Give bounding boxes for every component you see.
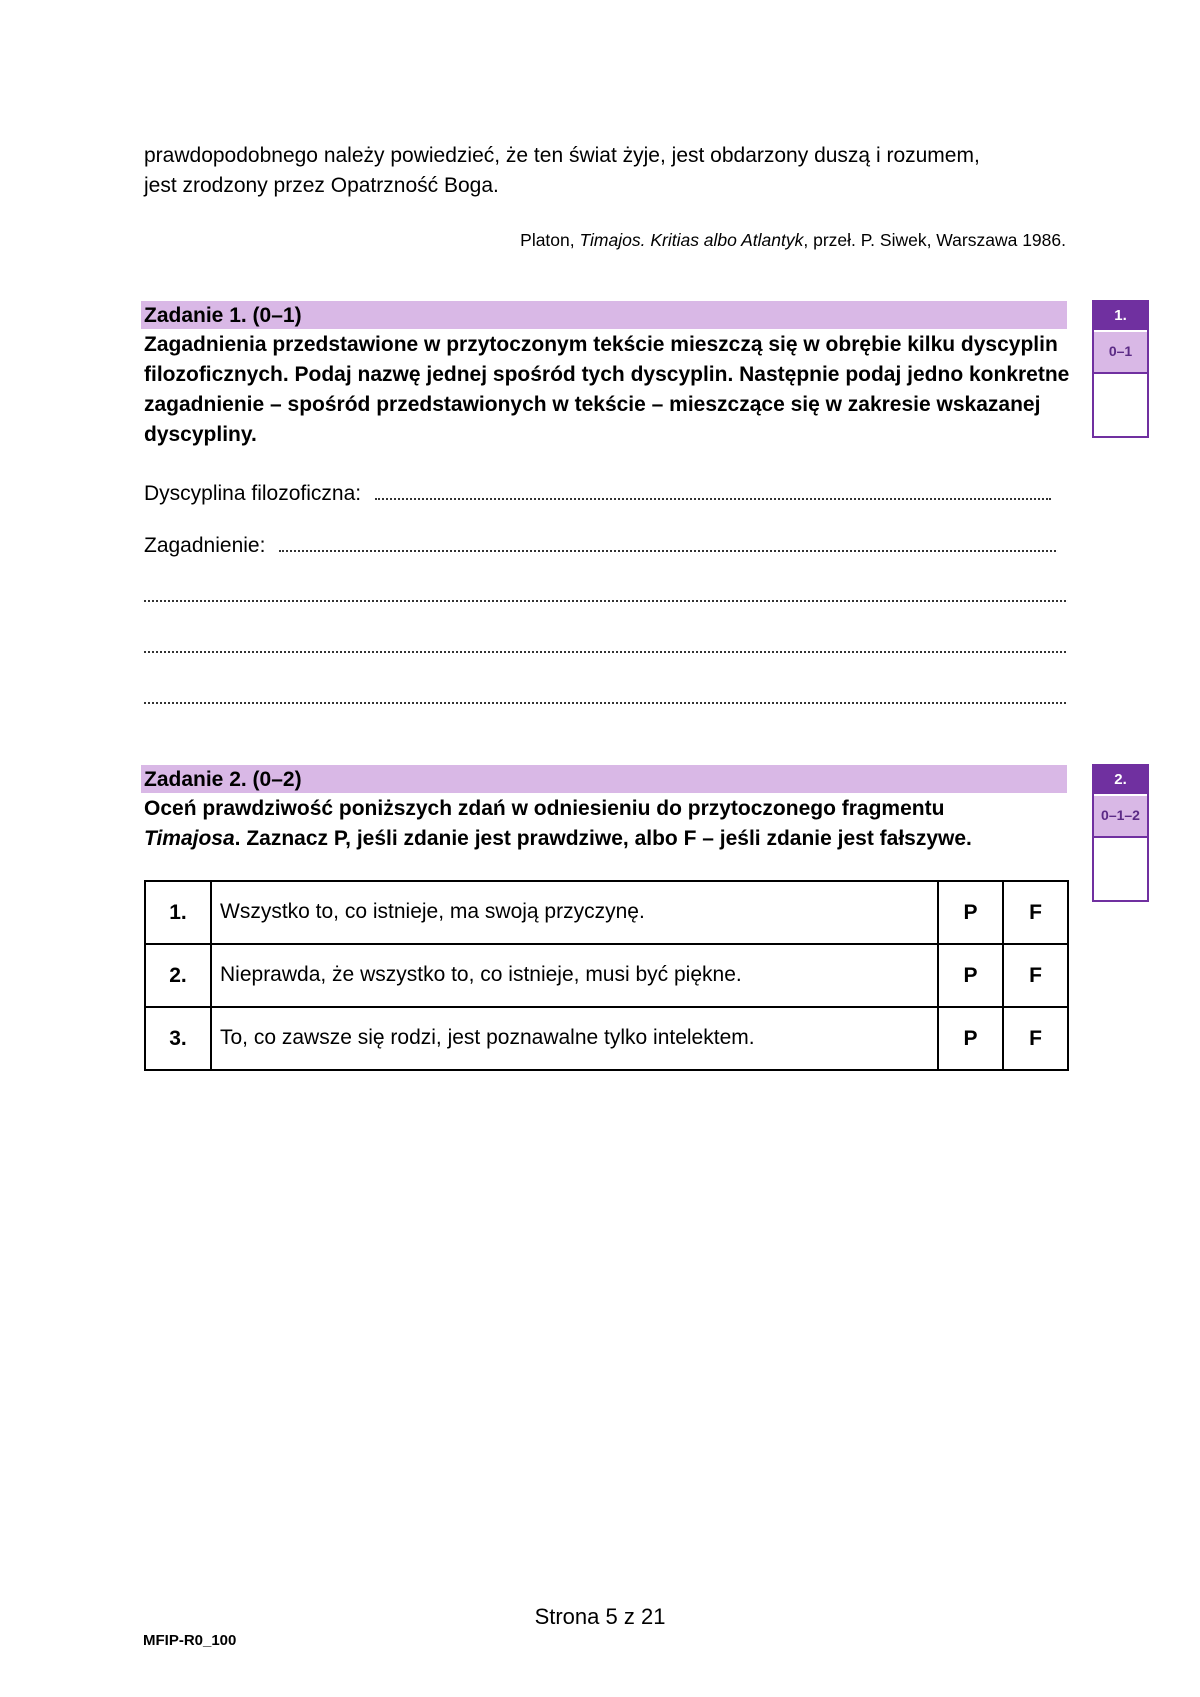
table-row	[145, 1007, 1068, 1070]
true-false-table	[144, 880, 1069, 1071]
intro-line-2: jest zrodzony przez Opatrzność Boga.	[144, 174, 499, 197]
task1-issue-label: Zagadnienie:	[144, 534, 266, 557]
task2-text-italic: Timajosa	[144, 827, 235, 850]
page-number: Strona 5 z 21	[534, 1604, 666, 1629]
intro-line-1: prawdopodobnego należy powiedzieć, że ten świat żyje, jest obdarzony duszą i rozumem,	[144, 144, 980, 167]
task1-discipline-row	[144, 478, 1051, 509]
task2-score-box	[1092, 764, 1149, 902]
table-row	[145, 944, 1068, 1007]
row-number: 2.	[145, 944, 211, 1007]
row-number: 1.	[145, 881, 211, 944]
task2-header: Zadanie 2. (0–2)	[141, 765, 1067, 793]
row-statement: Wszystko to, co istnieje, ma swoją przyczynę.	[211, 881, 938, 944]
citation-rest: , przeł. P. Siwek, Warszawa 1986.	[803, 230, 1066, 250]
true-option[interactable]: P	[938, 881, 1003, 944]
task2-text-pre: Oceń prawdziwość poniższych zdań w odniesieniu do przytoczonego fragmentu	[144, 797, 945, 820]
task1-score-number: 1.	[1094, 302, 1147, 330]
citation-title: Timajos. Kritias albo Atlantyk	[579, 230, 804, 250]
citation	[520, 230, 1066, 251]
row-statement: Nieprawda, że wszystko to, co istnieje, musi być piękne.	[211, 944, 938, 1007]
row-statement: To, co zawsze się rodzi, jest poznawalne tylko intelektem.	[211, 1007, 938, 1070]
task2-score-points: 0–1–2	[1094, 794, 1147, 836]
task1-discipline-label: Dyscyplina filozoficzna:	[144, 482, 362, 505]
task1-score-points: 0–1	[1094, 330, 1147, 372]
task2-instructions	[144, 794, 1074, 854]
false-option[interactable]: F	[1003, 1007, 1068, 1070]
task1-score-box	[1092, 300, 1149, 438]
task1-discipline-answer-field[interactable]	[375, 478, 1051, 500]
document-code: MFIP-R0_100	[143, 1632, 237, 1649]
row-number: 3.	[145, 1007, 211, 1070]
task2-score-field	[1094, 836, 1147, 900]
task1-header: Zadanie 1. (0–1)	[141, 301, 1067, 329]
true-option[interactable]: P	[938, 944, 1003, 1007]
task1-instructions: Zagadnienia przedstawione w przytoczonym tekście mieszczą się w obrębie kilku dyscyplin filozoficznych. Podaj nazwę jednej spośród tych dyscyplin. Następnie podaj jedno konkretne zagadnienie – spośród przedstawionych w tekście – mieszczące się w zakresie wskazanej dyscypliny.	[144, 333, 1070, 446]
table-row	[145, 881, 1068, 944]
task1-answer-line-3[interactable]	[144, 631, 1066, 662]
task2-score-number: 2.	[1094, 766, 1147, 794]
task1-issue-answer-field[interactable]	[279, 530, 1056, 552]
task1-answer-line-2[interactable]	[144, 580, 1066, 611]
true-option[interactable]: P	[938, 1007, 1003, 1070]
false-option[interactable]: F	[1003, 944, 1068, 1007]
task1-issue-row	[144, 530, 1056, 561]
intro-paragraph	[144, 141, 1064, 201]
citation-author: Platon,	[520, 230, 580, 250]
task2-text-post: . Zaznacz P, jeśli zdanie jest prawdziwe, albo F – jeśli zdanie jest fałszywe.	[234, 827, 972, 850]
task1-answer-line-4[interactable]	[144, 682, 1066, 713]
task1-score-field	[1094, 372, 1147, 436]
false-option[interactable]: F	[1003, 881, 1068, 944]
